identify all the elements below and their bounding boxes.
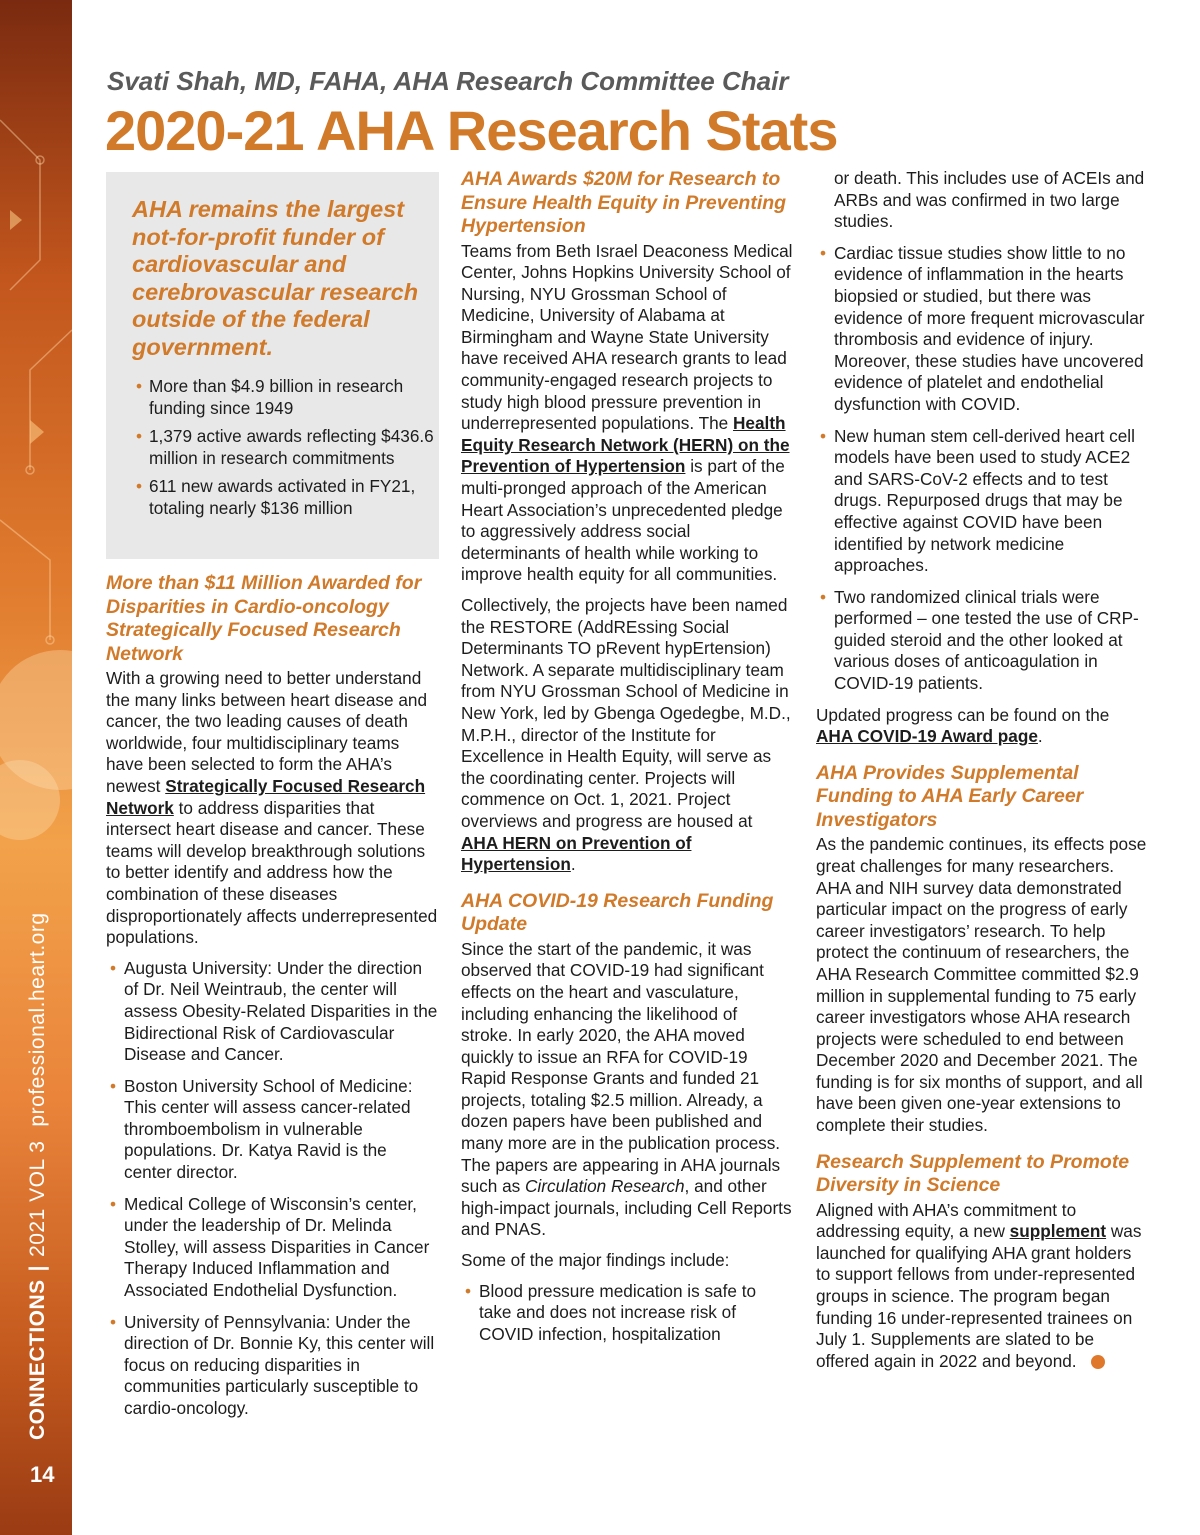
paragraph <box>816 705 1148 748</box>
text-run: . <box>1037 726 1043 747</box>
text-run: is part of the multi-pronged approach of the American Heart Association’s unprecedented pledge to aggressively address social determinants of health while working to improve health equity for all communities. <box>461 456 785 585</box>
text-run: Aligned with AHA’s commitment to addressing equity, a new <box>816 1199 1077 1242</box>
sidebar-vertical-text <box>26 912 50 1440</box>
paragraph <box>461 939 793 1241</box>
list-item: • Cardiac tissue studies show little to no evidence of inflammation in the hearts biopsied or studied, but there was evidence of more frequent microvascular thrombosis and evidence of injury. Moreover, these studies have uncovered evidence of platelet and endothelial dysfunction with COVID. <box>816 243 1148 416</box>
list-item: • Augusta University: Under the direction of Dr. Neil Weintraub, the center will assess Obesity-Related Disparities in the Bidirectional Risk of Cardiovascular Disease and Cancer. <box>106 958 439 1066</box>
section-heading-diversity: Research Supplement to Promote Diversity in Science <box>816 1150 1130 1197</box>
publication-name: CONNECTIONS <box>26 1279 49 1440</box>
paragraph <box>106 668 439 949</box>
paragraph <box>461 241 793 587</box>
callout-bullet: • 1,379 active awards reflecting $436.6 million in research commitments <box>136 426 436 469</box>
list-item: • New human stem cell-derived heart cell models have been used to study ACE2 and SARS-CoV-2 effects and to test drugs. Repurposed drugs that may be effective against COVID have been identified by network medicine approaches. <box>816 426 1148 577</box>
stats-callout-box <box>106 172 439 559</box>
column-2 <box>461 168 793 1355</box>
paragraph: As the pandemic continues, its effects pose great challenges for many researchers. AHA and NIH survey data demonstrated particular impact on the progress of early career investigators’ research. To help protect the continuum of researchers, the AHA Research Committee committed $2.9 million in supplemental funding to 75 early career investigators whose AHA research projects were scheduled to end between December 2020 and December 2021. The funding is for six months of support, and all have been given one-year extensions to complete their studies. <box>816 834 1147 1136</box>
journal-name: Circulation Research <box>525 1176 685 1197</box>
section-heading-health-equity: AHA Awards $20M for Research to Ensure Health Equity in Preventing Hypertension <box>461 168 787 237</box>
callout-bullet: • More than $4.9 billion in research funding since 1949 <box>136 376 436 419</box>
list-item: • Medical College of Wisconsin’s center, under the leadership of Dr. Melinda Stolley, will assess Disparities in Cancer Therapy Induced Inflammation and Associated Endothelial Dysfunction. <box>106 1194 439 1302</box>
sfrn-link[interactable]: Strategically Focused Research Network <box>106 775 426 818</box>
findings-bullet-list-cont <box>816 243 1148 695</box>
text-run: Since the start of the pandemic, it was observed that COVID-19 had significant effects on the heart and vasculature, including enhancing the likelihood of stroke. In early 2020, the AHA moved quickly to issue an RFA for COVID-19 Rapid Response Grants and funded 21 projects, totaling $2.5 million. Already, a dozen papers have been published and many more are in the publication process. The papers are appearing in AHA journals such as <box>461 938 781 1197</box>
text-run: . <box>570 854 576 875</box>
text-run: was launched for qualifying AHA grant holders to support fellows from under-represented groups in science. The program began funding 16 under-represented trainees on July 1. Supplements are slated to be offered again in 2022 and beyond. <box>816 1221 1142 1371</box>
text-run: Updated progress can be found on the <box>816 704 1110 725</box>
list-item: • University of Pennsylvania: Under the direction of Dr. Bonnie Ky, this center will focus on reducing disparities in communities particularly susceptible to cardio-oncology. <box>106 1312 439 1420</box>
website-url: professional.heart.org <box>26 912 49 1127</box>
decorative-sidebar <box>0 0 72 1535</box>
paragraph <box>461 595 793 876</box>
page-title: 2020-21 AHA Research Stats <box>105 99 838 162</box>
page-number: 14 <box>30 1462 55 1487</box>
list-item: • Two randomized clinical trials were performed – one tested the use of CRP-guided steroid and the other looked at various doses of anticoagulation in COVID-19 patients. <box>816 587 1148 695</box>
callout-title: AHA remains the largest not-for-profit funder of cardiovascular and cerebrovascular research outside of the federal government. <box>132 196 419 360</box>
issue-label: 2021 VOL 3 <box>26 1140 49 1257</box>
column-1 <box>106 572 439 1430</box>
center-bullet-list <box>106 958 439 1420</box>
paragraph: Some of the major findings include: <box>461 1250 730 1271</box>
hern-prevention-link[interactable]: AHA HERN on Prevention of Hypertension <box>461 832 692 875</box>
column-3 <box>816 168 1148 1381</box>
covid-award-page-link[interactable]: AHA COVID-19 Award page <box>816 726 1038 747</box>
paragraph: or death. This includes use of ACEIs and ARBs and was confirmed in two large studies. <box>834 168 1145 232</box>
section-heading-covid-funding: AHA COVID-19 Research Funding Update <box>461 889 774 936</box>
text-run: Collectively, the projects have been named the RESTORE (AddREssing Social Determinants TO pRevent hypErtension) Network. A separate multidisciplinary team from NYU Grossman School of Medicine in New York, led by Gbenga Ogedegbe, M.D., M.P.H., director of the Institute for Excellence in Health Equity, will serve as the coordinating center. Projects will commence on Oct. 1, 2021. Project overviews and progress are housed at <box>461 595 791 831</box>
text-run: to address disparities that intersect heart disease and cancer. These teams will develop breakthrough solutions to better identify and address how the combination of these diseases disproportionately affects underrepresented populations. <box>106 797 438 948</box>
list-item: • Blood pressure medication is safe to take and does not increase risk of COVID infection, hospitalization <box>461 1281 793 1346</box>
hern-link[interactable]: Health Equity Research Network (HERN) on the Prevention of Hypertension <box>461 413 790 477</box>
supplement-link[interactable]: supplement <box>1009 1221 1107 1242</box>
callout-bullet-list <box>136 376 436 527</box>
list-item: • Boston University School of Medicine: This center will assess cancer-related thromboembolism in vulnerable populations. Dr. Katya Ravid is the center director. <box>106 1076 439 1184</box>
section-heading-early-career: AHA Provides Supplemental Funding to AHA Early Career Investigators <box>816 761 1084 831</box>
separator: | <box>26 1264 49 1272</box>
end-mark-icon <box>1091 1355 1105 1369</box>
author-line: Svati Shah, MD, FAHA, AHA Research Committee Chair <box>107 66 789 96</box>
text-run: , and other high-impact journals, including Cell Reports and PNAS. <box>461 1176 792 1240</box>
text-run: Teams from Beth Israel Deaconess Medical Center, Johns Hopkins University School of Nursing, NYU Grossman School of Medicine, University of Alabama at Birmingham and Wayne State University have received AHA research grants to lead community-engaged research projects to study high blood pressure prevention in underrepresented populations. The <box>461 240 793 434</box>
paragraph <box>816 1200 1148 1373</box>
findings-bullet-list <box>461 1281 793 1346</box>
callout-bullet: • 611 new awards activated in FY21, totaling nearly $136 million <box>136 476 436 519</box>
section-heading-cardio-oncology: More than $11 Million Awarded for Disparities in Cardio-oncology Strategically Focused Research Network <box>106 572 422 665</box>
text-run: With a growing need to better understand the many links between heart disease and cancer, the two leading causes of death worldwide, four multidisciplinary teams have been selected to form the AHA’s newest <box>106 668 428 796</box>
